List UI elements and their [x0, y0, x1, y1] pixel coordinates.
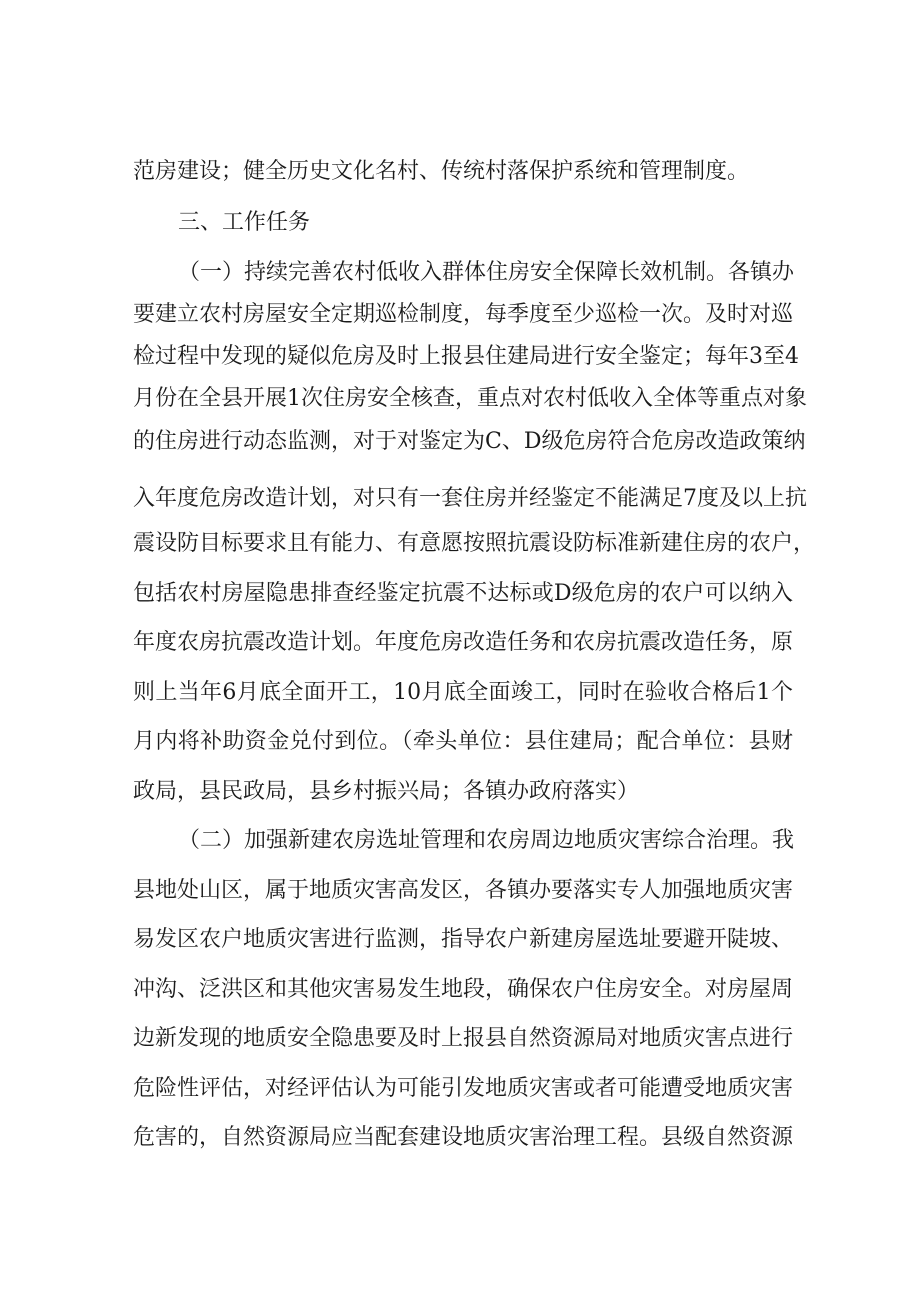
paragraph-line: 边新发现的地质安全隐患要及时上报县自然资源局对地质灾害点进行 — [133, 1026, 794, 1051]
paragraph-line: 政局，县民政局，县乡村振兴局；各镇办政府落实） — [133, 779, 640, 804]
paragraph-line: 月内将补助资金兑付到位。（牵头单位：县住建局；配合单位：县财 — [133, 729, 793, 754]
paragraph-line: 月份在全县开展1次住房安全核查，重点对农村低收入全体等重点对象 — [133, 386, 807, 411]
paragraph-line: 震设防目标要求且有能力、有意愿按照抗震设防标准新建住房的农户， — [133, 531, 816, 556]
paragraph-line: 冲沟、泛洪区和其他灾害易发生地段，确保农户住房安全。对房屋周 — [133, 977, 794, 1002]
paragraph-line: 易发区农户地质灾害进行监测，指导农户新建房屋选址要避开陡坡、 — [133, 927, 794, 952]
paragraph-line: （一）持续完善农村低收入群体住房安全保障长效机制。各镇办 — [178, 260, 795, 285]
section-heading: 三、工作任务 — [178, 210, 311, 235]
paragraph-line: 的住房进行动态监测，对于对鉴定为C、D级危房符合危房改造政策纳 — [133, 429, 806, 454]
paragraph-line: 则上当年6月底全面开工，10月底全面竣工，同时在验收合格后1个 — [133, 680, 793, 705]
paragraph-line: 入年度危房改造计划，对只有一套住房并经鉴定不能满足7度及以上抗 — [133, 486, 807, 511]
paragraph-line: 危害的，自然资源局应当配套建设地质灾害治理工程。县级自然资源 — [133, 1125, 794, 1150]
paragraph-line: 年度农房抗震改造计划。年度危房改造任务和农房抗震改造任务，原 — [133, 630, 794, 655]
paragraph-line: 危险性评估，对经评估认为可能引发地质灾害或者可能遭受地质灾害 — [133, 1076, 794, 1101]
paragraph-line: （二）加强新建农房选址管理和农房周边地质灾害综合治理。我 — [178, 828, 795, 853]
paragraph-line: 县地处山区，属于地质灾害高发区，各镇办要落实专人加强地质灾害 — [133, 878, 794, 903]
paragraph-line: 要建立农村房屋安全定期巡检制度，每季度至少巡检一次。及时对巡 — [133, 302, 794, 327]
paragraph-line: 包括农村房屋隐患排查经鉴定抗震不达标或D级危房的农户可以纳入 — [133, 581, 793, 606]
paragraph-line: 检过程中发现的疑似危房及时上报县住建局进行安全鉴定；每年3至4 — [133, 344, 799, 369]
paragraph-line: 范房建设；健全历史文化名村、传统村落保护系统和管理制度。 — [133, 159, 750, 184]
